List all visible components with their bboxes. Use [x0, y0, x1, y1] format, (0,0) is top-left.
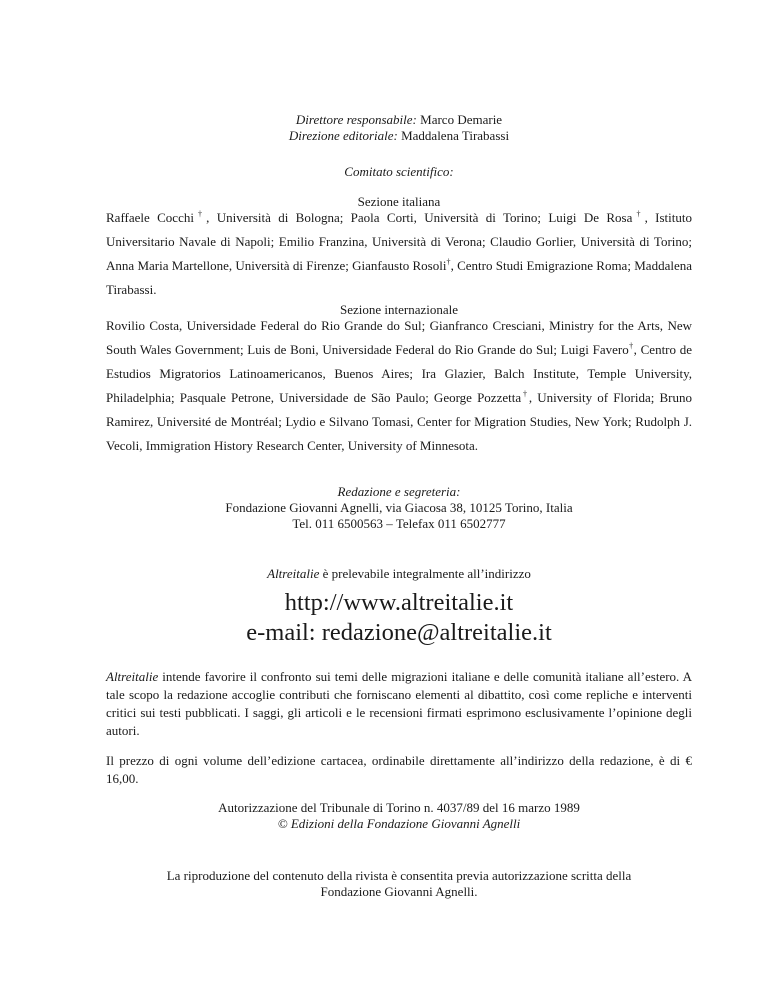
redazione-address: Fondazione Giovanni Agnelli, via Giacosa 38, 10125 Torino, Italia — [225, 500, 573, 515]
sezione-italiana-members — [106, 206, 692, 302]
dagger-mark: † — [521, 389, 529, 399]
redazione-phone: Tel. 011 6500563 – Telefax 011 6502777 — [292, 516, 506, 531]
reproduction-notice — [106, 868, 692, 900]
website-url[interactable]: http://www.altreitalie.it — [284, 589, 514, 616]
journal-name: Altreitalie — [106, 669, 159, 684]
members-text: Rovilio Costa, Universidade Federal do Rio Grande do Sul; Gianfranco Cresciani, Ministry for the Arts, New South Wales Government; Luis de Boni, Universidade Federal do Rio Grande do Sul; Luigi Favero — [106, 318, 692, 357]
sezione-italiana-title: Sezione italiana — [357, 194, 441, 209]
sezione-internazionale-title: Sezione internazionale — [339, 302, 459, 317]
dagger-mark: † — [446, 257, 451, 267]
direzione-label: Direzione editoriale: — [288, 128, 398, 143]
legal-block — [106, 800, 692, 832]
authorization-line: Autorizzazione del Tribunale di Torino n. 4037/89 del 16 marzo 1989 — [218, 800, 580, 815]
online-intro — [106, 566, 692, 582]
direzione-line — [106, 128, 692, 144]
price-paragraph: Il prezzo di ogni volume dell’edizione cartacea, ordinabile direttamente all’indirizzo della redazione, è di € 16,00. — [106, 753, 692, 786]
redazione-block — [106, 484, 692, 532]
dagger-mark: † — [193, 209, 207, 219]
journal-name: Altreitalie — [267, 566, 320, 581]
mission-text: intende favorire il confronto sui temi delle migrazioni italiane e delle comunità italiane all’estero. A tale scopo la redazione accoglie contributi che forniscano elementi al dibattito, così come repliche e interventi critici sui testi pubblicati. I saggi, gli articoli e le recensioni firmati esprimono esclusivamente l’opinione degli autori. — [106, 669, 692, 738]
comitato-title: Comitato scientifico: — [344, 164, 454, 179]
direttore-value: Marco Demarie — [416, 112, 503, 127]
copyright-line: © Edizioni della Fondazione Giovanni Agnelli — [277, 816, 521, 831]
reproduction-line-2: Fondazione Giovanni Agnelli. — [320, 884, 478, 899]
direttore-label: Direttore responsabile: — [295, 112, 417, 127]
online-intro-text: è prelevabile integralmente all’indirizzo — [319, 566, 531, 581]
sezione-internazionale-members — [106, 314, 692, 458]
members-text: , Università di Bologna; Paola Corti, Università di Torino; Luigi De Rosa — [206, 210, 633, 225]
email-address[interactable]: e-mail: redazione@altreitalie.it — [246, 619, 552, 646]
members-text: , Centro Studi Emigrazione Roma; Maddalena Tirabassi. — [106, 258, 692, 297]
members-text: , Centro de Estudios Migratorios Latinoamericanos, Buenos Aires; Ira Glazier, Balch Institute, Temple University, Philadelphia; Pasquale Petrone, Universidade de São Paulo; George Pozzetta — [106, 342, 693, 405]
members-text: , University of Florida; Bruno Ramirez, Université de Montréal; Lydio e Silvano Tomasi, Center for Migration Studies, New York; Rudolph J. Vecoli, Immigration History Research Center, University of Minnesota. — [106, 390, 692, 453]
direzione-value: Maddalena Tirabassi — [397, 128, 510, 143]
reproduction-line-1: La riproduzione del contenuto della rivista è consentita previa autorizzazione scritta della — [166, 868, 632, 883]
redazione-title: Redazione e segreteria: — [337, 484, 461, 499]
direttore-line — [106, 112, 692, 128]
members-text: , Istituto Universitario Navale di Napoli; Emilio Franzina, Università di Verona; Claudio Gorlier, Università di Torino; Anna Maria Martellone, Università di Firenze; Gianfausto Rosoli — [106, 210, 692, 273]
mission-paragraph — [106, 668, 692, 740]
masthead-directors — [106, 112, 692, 144]
dagger-mark: † — [628, 341, 634, 351]
members-text: Raffaele Cocchi — [106, 210, 194, 225]
dagger-mark: † — [632, 209, 645, 219]
